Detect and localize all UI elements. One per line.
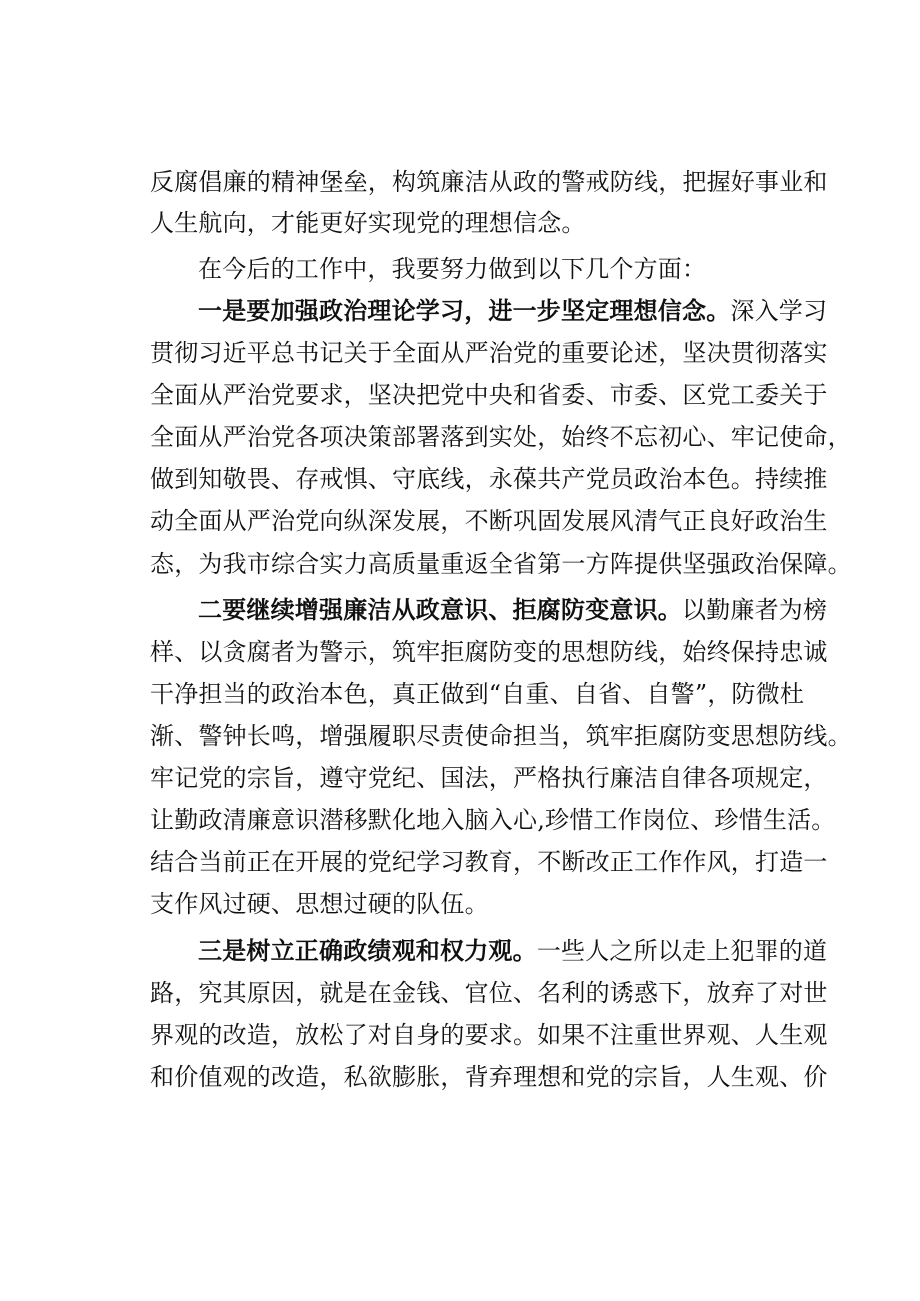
paragraph-line: 态，为我市综合实力高质量重返全省第一方阵提供坚强政治保障。 [150,550,852,578]
section-one-lead: 深入学习 [730,297,828,325]
paragraph-line: 全面从严治党要求，坚决把党中央和省委、市委、区党工委关于 [150,381,828,409]
paragraph-line: 做到知敬畏、存戒惧、守底线，永葆共产党员政治本色。持续推 [150,465,828,493]
paragraph-line: 人生航向，才能更好实现党的理想信念。 [150,209,586,237]
paragraph-line: 渐、警钟长鸣，增强履职尽责使命担当，筑牢拒腐防变思想防线。 [150,722,852,750]
paragraph-line: 全面从严治党各项决策部署落到实处，始终不忘初心、牢记使命， [150,423,852,451]
paragraph-line: 反腐倡廉的精神堡垒，构筑廉洁从政的警戒防线，把握好事业和 [150,168,828,196]
paragraph-line: 路，究其原因，就是在金钱、官位、名利的诱惑下，放弃了对世 [150,979,828,1007]
paragraph-line: 结合当前正在开展的党纪学习教育，不断改正工作作风，打造一 [150,848,828,876]
section-three-lead: 一些人之所以走上犯罪的道 [536,937,828,965]
section-two-first-line [198,591,828,629]
intro-line: 在今后的工作中，我要努力做到以下几个方面： [198,255,707,283]
section-three-first-line [198,932,828,970]
paragraph-line: 界观的改造，放松了对自身的要求。如果不注重世界观、人生观 [150,1021,828,1049]
section-two-heading: 二要继续增强廉洁从政意识、拒腐防变意识。 [198,596,682,624]
paragraph-line: 支作风过硬、思想过硬的队伍。 [150,890,489,918]
section-one-first-line [198,292,828,330]
paragraph-line: 让勤政清廉意识潜移默化地入脑入心,珍惜工作岗位、珍惜生活。 [150,806,836,834]
paragraph-line: 样、以贪腐者为警示，筑牢拒腐防变的思想防线，始终保持忠诚 [150,638,828,666]
paragraph-line: 动全面从严治党向纵深发展，不断巩固发展风清气正良好政治生 [150,507,828,535]
paragraph-line: 牢记党的宗旨，遵守党纪、国法，严格执行廉洁自律各项规定， [150,764,828,792]
paragraph-line: 干净担当的政治本色，真正做到“自重、自省、自警”，防微杜 [150,680,805,708]
section-two-lead: 以勤廉者为榜 [682,596,828,624]
section-one-heading: 一是要加强政治理论学习，进一步坚定理想信念。 [198,297,731,325]
section-three-heading: 三是树立正确政绩观和权力观。 [198,937,537,965]
paragraph-line: 和价值观的改造，私欲膨胀，背弃理想和党的宗旨，人生观、价 [150,1063,828,1091]
paragraph-line: 贯彻习近平总书记关于全面从严治党的重要论述，坚决贯彻落实 [150,339,828,367]
